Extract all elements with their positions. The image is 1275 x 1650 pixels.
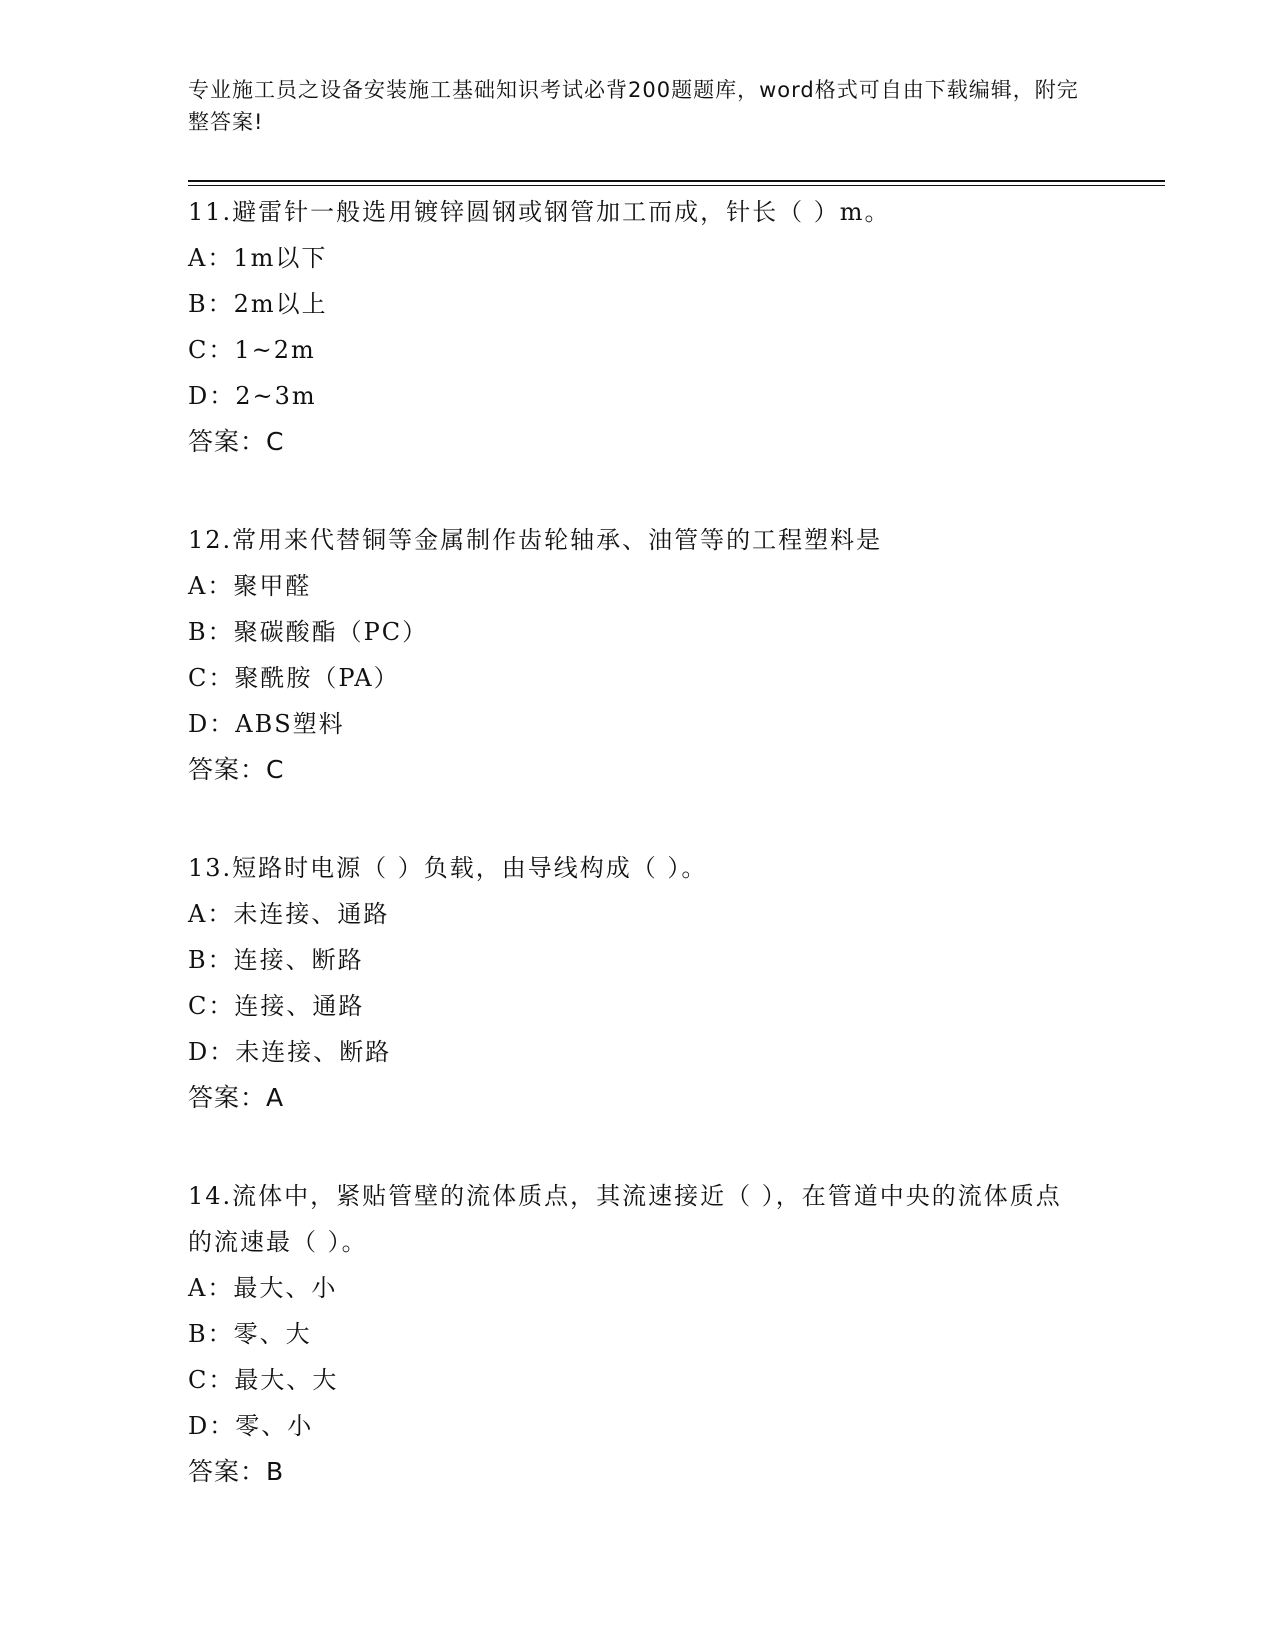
- option-c: C：1~2m: [188, 336, 316, 364]
- header-divider-thin: [188, 185, 1165, 186]
- question-text: 11.避雷针一般选用镀锌圆钢或钢管加工而成，针长（ ）m。: [188, 198, 891, 226]
- question-text: 14.流体中，紧贴管壁的流体质点，其流速接近（ ），在管道中央的流体质点的流速最（ ）。: [188, 1182, 1062, 1256]
- option-d: D：2~3m: [188, 382, 317, 410]
- header-divider-thick: [188, 180, 1165, 182]
- answer-line: 答案：A: [188, 1083, 285, 1112]
- document-header: 专业施工员之设备安装施工基础知识考试必背200题题库，word格式可自由下载编辑，附完整答案!: [188, 78, 1079, 134]
- question-14: [188, 1173, 1088, 1495]
- option-a: A：未连接、通路: [188, 900, 390, 928]
- option-c: C：最大、大: [188, 1366, 339, 1394]
- answer-line: 答案：C: [188, 755, 285, 784]
- answer-line: 答案：B: [188, 1457, 285, 1486]
- option-d: D：ABS塑料: [188, 710, 345, 738]
- question-11: [188, 189, 1088, 465]
- option-a: A：1m以下: [188, 244, 328, 272]
- option-d: D：未连接、断路: [188, 1038, 392, 1066]
- option-b: B：零、大: [188, 1320, 312, 1348]
- option-b: B：2m以上: [188, 290, 328, 318]
- answer-line: 答案：C: [188, 427, 285, 456]
- option-d: D：零、小: [188, 1412, 314, 1440]
- option-a: A：最大、小: [188, 1274, 338, 1302]
- question-text: 13.短路时电源（ ）负载，由导线构成（ ）。: [188, 854, 708, 882]
- option-b: B：聚碳酸酯（PC）: [188, 618, 429, 646]
- question-13: [188, 845, 1088, 1121]
- option-c: C：连接、通路: [188, 992, 365, 1020]
- option-b: B：连接、断路: [188, 946, 364, 974]
- question-list: [188, 189, 1088, 1547]
- option-a: A：聚甲醛: [188, 572, 312, 600]
- question-12: [188, 517, 1088, 793]
- question-text: 12.常用来代替铜等金属制作齿轮轴承、油管等的工程塑料是: [188, 526, 883, 554]
- option-c: C：聚酰胺（PA）: [188, 664, 400, 692]
